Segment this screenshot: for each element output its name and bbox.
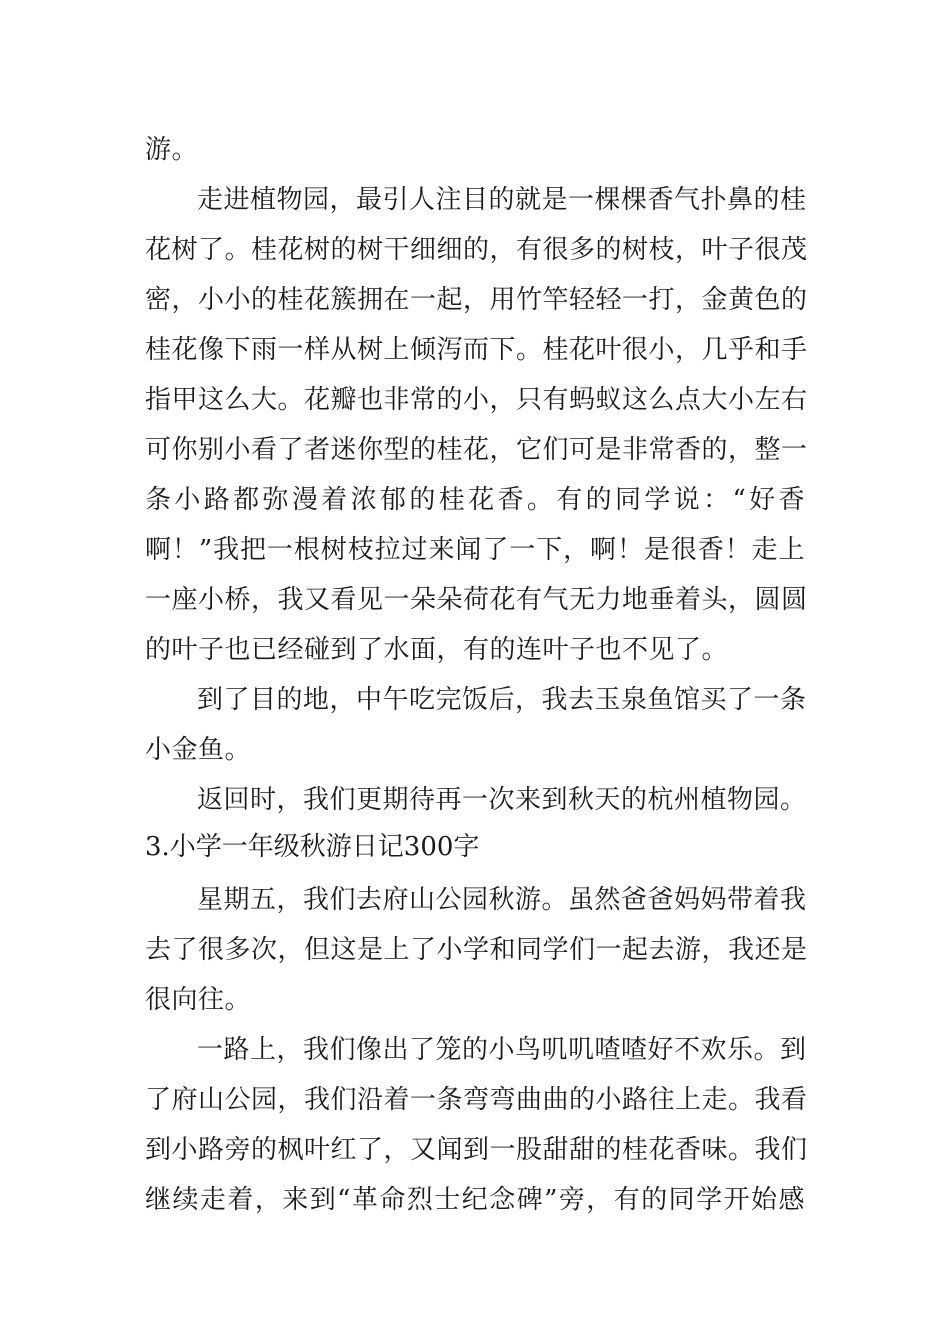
paragraph-line: 到小路旁的枫叶红了，又闻到一股甜甜的桂花香味。我们 — [145, 1135, 808, 1165]
section-heading: 3.小学一年级秋游日记300字 — [145, 832, 480, 862]
paragraph-line: 的叶子也已经碰到了水面，有的连叶子也不见了。 — [145, 635, 729, 665]
paragraph-line: 可你别小看了者迷你型的桂花，它们可是非常香的，整一 — [145, 435, 808, 465]
paragraph-line: 一路上，我们像出了笼的小鸟叽叽喳喳好不欢乐。到 — [197, 1035, 807, 1065]
paragraph-line: 小金鱼。 — [145, 735, 252, 765]
paragraph-line: 继续走着，来到“革命烈士纪念碑”旁，有的同学开始感 — [145, 1185, 805, 1215]
paragraph-line: 星期五，我们去府山公园秋游。虽然爸爸妈妈带着我 — [197, 885, 807, 915]
paragraph-line: 一座小桥，我又看见一朵朵荷花有气无力地垂着头，圆圆 — [145, 585, 808, 615]
paragraph-line: 桂花像下雨一样从树上倾泻而下。桂花叶很小，几乎和手 — [145, 335, 808, 365]
paragraph-line: 返回时，我们更期待再一次来到秋天的杭州植物园。 — [197, 785, 807, 815]
paragraph-line: 了府山公园，我们沿着一条弯弯曲曲的小路往上走。我看 — [145, 1085, 808, 1115]
paragraph-line: 啊！”我把一根树枝拉过来闻了一下，啊！是很香！走上 — [145, 535, 805, 565]
paragraph-line: 条小路都弥漫着浓郁的桂花香。有的同学说：“好香 — [145, 485, 805, 515]
paragraph-line: 很向往。 — [145, 985, 252, 1015]
paragraph-line: 到了目的地，中午吃完饭后，我去玉泉鱼馆买了一条 — [197, 685, 807, 715]
paragraph-line: 游。 — [145, 135, 199, 165]
paragraph-line: 密，小小的桂花簇拥在一起，用竹竿轻轻一打，金黄色的 — [145, 285, 808, 315]
paragraph-line: 去了很多次，但这是上了小学和同学们一起去游，我还是 — [145, 935, 808, 965]
paragraph-line: 花树了。桂花树的树干细细的，有很多的树枝，叶子很茂 — [145, 235, 808, 265]
paragraph-line: 指甲这么大。花瓣也非常的小，只有蚂蚁这么点大小左右 — [145, 385, 808, 415]
paragraph-line: 走进植物园，最引人注目的就是一棵棵香气扑鼻的桂 — [197, 185, 807, 215]
